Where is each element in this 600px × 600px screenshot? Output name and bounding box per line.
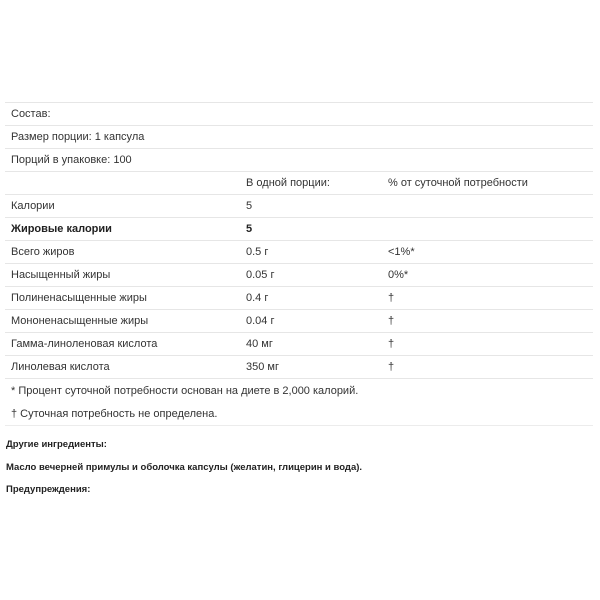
table-row	[5, 241, 593, 264]
nutrient-amount: 5	[240, 195, 382, 218]
nutrient-amount: 350 мг	[240, 356, 382, 379]
nutrient-amount: 0.05 г	[240, 264, 382, 287]
column-header-row	[5, 172, 593, 195]
nutrient-daily-value: 0%*	[382, 264, 593, 287]
supplement-facts-table	[5, 102, 593, 426]
title-row	[5, 103, 593, 126]
nutrient-daily-value: †	[382, 356, 593, 379]
table-row	[5, 356, 593, 379]
column-header-daily-value: % от суточной потребности	[382, 172, 593, 195]
nutrient-name: Полиненасыщенные жиры	[5, 287, 240, 310]
servings-per-container: Порций в упаковке: 100	[5, 149, 593, 172]
nutrient-name: Линолевая кислота	[5, 356, 240, 379]
nutrient-name: Всего жиров	[5, 241, 240, 264]
warnings-label: Предупреждения:	[6, 484, 91, 495]
nutrient-name: Жировые калории	[5, 218, 240, 241]
other-ingredients-text: Масло вечерней примулы и оболочка капсулы (желатин, глицерин и вода).	[6, 462, 363, 473]
table-row	[5, 310, 593, 333]
footnote-row	[5, 379, 593, 403]
nutrient-amount: 0.5 г	[240, 241, 382, 264]
table-row	[5, 287, 593, 310]
nutrient-amount: 5	[240, 218, 382, 241]
nutrient-name: Мононенасыщенные жиры	[5, 310, 240, 333]
nutrient-daily-value	[382, 195, 593, 218]
table-row	[5, 218, 593, 241]
nutrient-daily-value: †	[382, 287, 593, 310]
nutrient-name: Калории	[5, 195, 240, 218]
nutrient-amount: 0.4 г	[240, 287, 382, 310]
serving-size: Размер порции: 1 капсула	[5, 126, 593, 149]
footnote-dagger: † Суточная потребность не определена.	[5, 402, 593, 426]
nutrient-daily-value	[382, 218, 593, 241]
table-row	[5, 195, 593, 218]
footnote-percent: * Процент суточной потребности основан на диете в 2,000 калорий.	[5, 379, 593, 403]
column-header-amount: В одной порции:	[240, 172, 382, 195]
nutrient-amount: 40 мг	[240, 333, 382, 356]
other-ingredients-label: Другие ингредиенты:	[6, 439, 107, 450]
table-row	[5, 333, 593, 356]
nutrient-daily-value: <1%*	[382, 241, 593, 264]
serving-size-row	[5, 126, 593, 149]
footnote-row	[5, 402, 593, 426]
facts-title: Состав:	[5, 103, 593, 126]
nutrient-name: Насыщенный жиры	[5, 264, 240, 287]
column-header-empty	[5, 172, 240, 195]
nutrient-amount: 0.04 г	[240, 310, 382, 333]
nutrient-daily-value: †	[382, 333, 593, 356]
nutrient-name: Гамма-линоленовая кислота	[5, 333, 240, 356]
servings-per-container-row	[5, 149, 593, 172]
nutrient-daily-value: †	[382, 310, 593, 333]
table-row	[5, 264, 593, 287]
